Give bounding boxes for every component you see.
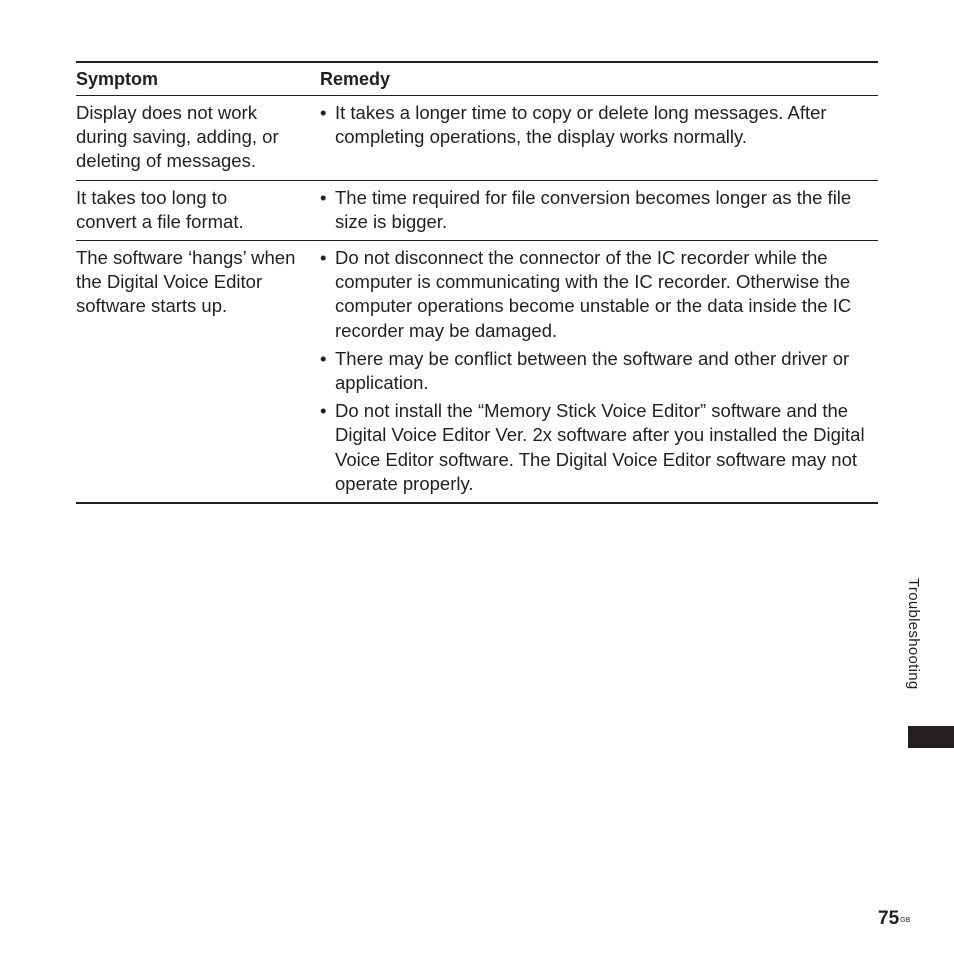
symptom-cell [76, 241, 320, 502]
remedy-item [320, 399, 878, 496]
remedy-column-header: Remedy [320, 69, 391, 89]
remedy-list [320, 186, 878, 234]
section-tab-label: Troubleshooting [905, 578, 922, 690]
symptom-cell [76, 96, 320, 180]
bullet-icon: • [320, 400, 327, 422]
troubleshooting-table [76, 61, 878, 504]
symptom-line: Display does not work [76, 102, 257, 123]
symptom-column-header: Symptom [76, 69, 159, 89]
remedy-item [320, 186, 878, 234]
remedy-item [320, 101, 878, 149]
remedy-cell [320, 241, 878, 502]
page-region-code: GB [900, 917, 911, 924]
remedy-cell [320, 181, 878, 240]
remedy-list [320, 246, 878, 496]
table-row [76, 241, 878, 504]
remedy-item [320, 347, 878, 395]
remedy-text: Do not disconnect the connector of the IC recorder while the computer is communicating with the IC recorder. Otherwise the computer operations become unstable or the data inside the IC recorder may be damaged. [335, 247, 852, 341]
symptom-line: convert a file format. [76, 210, 244, 232]
remedy-text: It takes a longer time to copy or delete long messages. After completing operations, the display works normally. [335, 102, 827, 148]
remedy-item [320, 246, 878, 343]
symptom-line: the Digital Voice Editor [76, 271, 263, 293]
symptom-line: deleting of messages. [76, 150, 256, 172]
section-tab-marker [908, 726, 954, 748]
symptom-cell [76, 181, 320, 240]
bullet-icon: • [320, 102, 327, 123]
bullet-icon: • [320, 186, 327, 208]
symptom-line: The software ‘hangs’ when [76, 247, 296, 269]
table-header-row [76, 63, 878, 96]
symptom-line: software starts up. [76, 295, 228, 317]
page-number [878, 907, 910, 931]
remedy-cell [320, 96, 878, 180]
symptom-line: during saving, adding, or [76, 126, 279, 148]
remedy-text: There may be conflict between the software and other driver or application. [335, 347, 850, 394]
bullet-icon: • [320, 347, 327, 369]
page-number-value: 75 [878, 908, 900, 929]
remedy-list [320, 101, 878, 149]
table-row [76, 96, 878, 181]
bullet-icon: • [320, 247, 327, 269]
remedy-text: The time required for file conversion becomes longer as the file size is bigger. [335, 186, 852, 232]
remedy-text: Do not install the “Memory Stick Voice Editor” software and the Digital Voice Editor Ver. 2x software after you installed the Digital Voice Editor software. The Digital Voice Editor software may not operate properly. [335, 400, 865, 494]
table-row [76, 181, 878, 241]
symptom-line: It takes too long to [76, 186, 228, 208]
